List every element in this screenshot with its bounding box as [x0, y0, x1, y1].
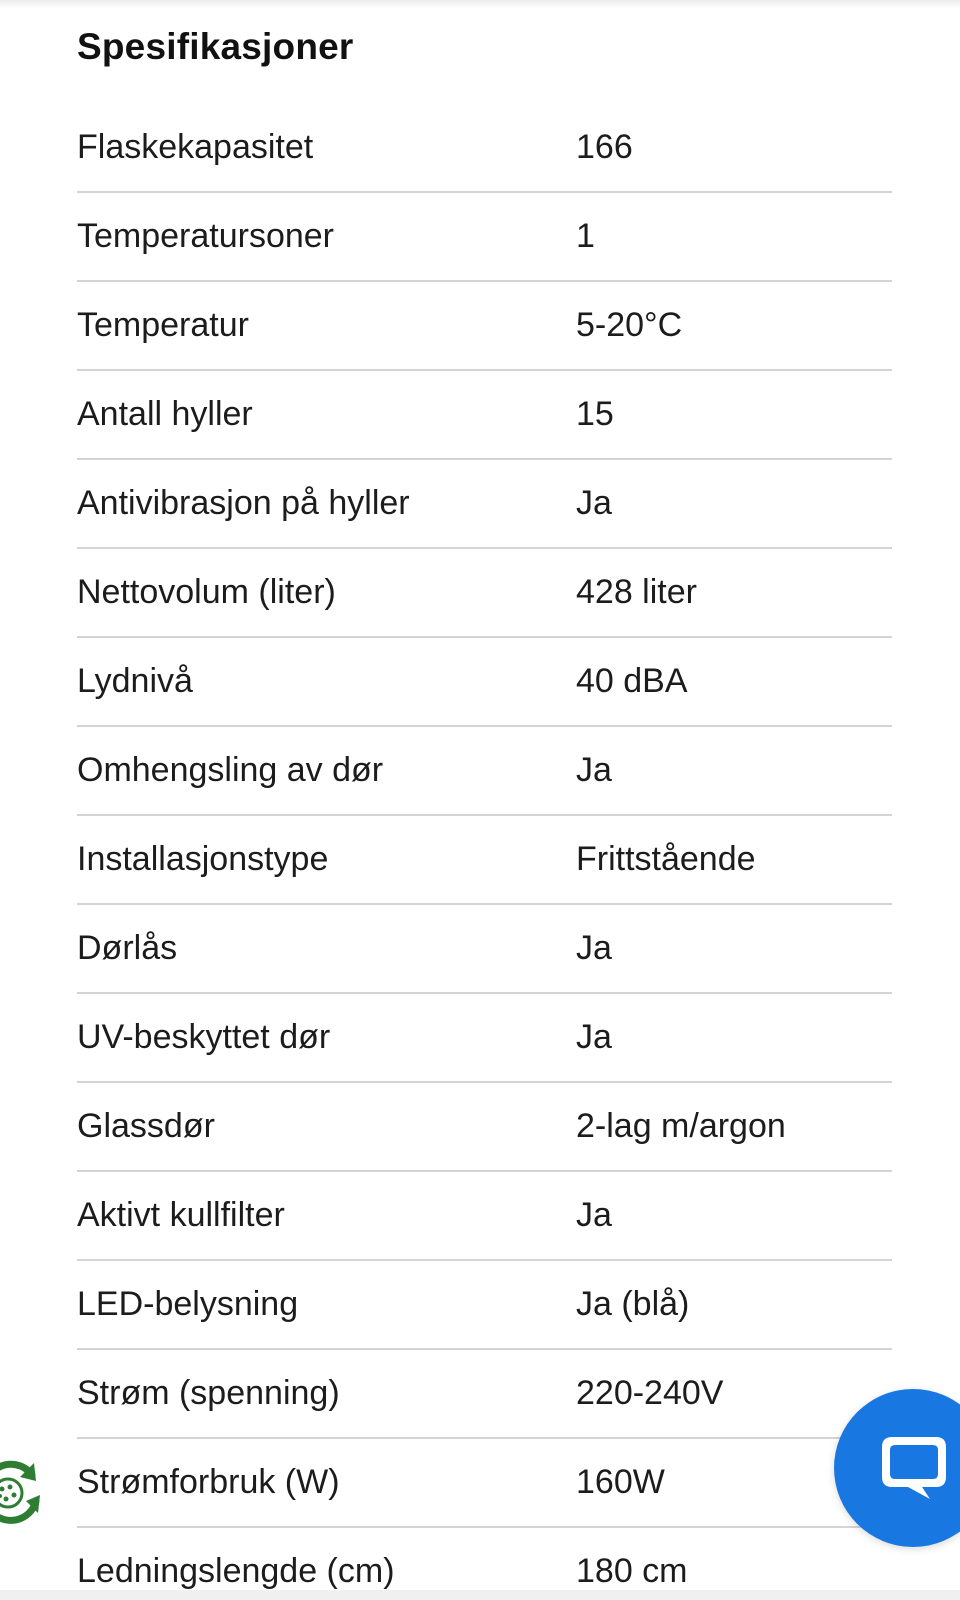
spec-row — [77, 281, 892, 370]
spec-label: Omhengsling av dør — [77, 726, 576, 815]
spec-row — [77, 548, 892, 637]
spec-row — [77, 1171, 892, 1260]
spec-row — [77, 993, 892, 1082]
specifications-heading: Spesifikasjoner — [77, 26, 354, 67]
spec-value: 40 dBA — [576, 637, 892, 726]
spec-label: Strømforbruk (W) — [77, 1438, 576, 1527]
top-shadow — [0, 0, 960, 8]
spec-value: 180 cm — [576, 1527, 892, 1600]
spec-value: Ja — [576, 904, 892, 993]
spec-label: Strøm (spenning) — [77, 1349, 576, 1438]
spec-value: 428 liter — [576, 548, 892, 637]
spec-row — [77, 1438, 892, 1527]
spec-label: Ledningslengde (cm) — [77, 1527, 576, 1600]
spec-value: 220-240V — [576, 1349, 892, 1438]
eco-badge[interactable] — [0, 1455, 48, 1531]
spec-value: Ja — [576, 726, 892, 815]
spec-label: Glassdør — [77, 1082, 576, 1171]
spec-row — [77, 1082, 892, 1171]
spec-row — [77, 904, 892, 993]
spec-label: Aktivt kullfilter — [77, 1171, 576, 1260]
spec-label: Dørlås — [77, 904, 576, 993]
spec-row — [77, 1349, 892, 1438]
recycle-arrows-icon — [0, 1455, 48, 1531]
spec-label: UV-beskyttet dør — [77, 993, 576, 1082]
chat-bubble-icon — [878, 1433, 950, 1503]
spec-row — [77, 726, 892, 815]
spec-value: Ja (blå) — [576, 1260, 892, 1349]
spec-label: Temperatursoner — [77, 192, 576, 281]
spec-row — [77, 815, 892, 904]
spec-label: Installasjonstype — [77, 815, 576, 904]
spec-row — [77, 104, 892, 192]
spec-row — [77, 1260, 892, 1349]
spec-label: Antall hyller — [77, 370, 576, 459]
bottom-strip — [0, 1590, 960, 1600]
spec-value: 1 — [576, 192, 892, 281]
spec-label: LED-belysning — [77, 1260, 576, 1349]
spec-value: 2-lag m/argon — [576, 1082, 892, 1171]
specifications-table — [77, 104, 892, 1600]
spec-label: Lydnivå — [77, 637, 576, 726]
spec-value: 5-20°C — [576, 281, 892, 370]
spec-label: Antivibrasjon på hyller — [77, 459, 576, 548]
spec-value: 15 — [576, 370, 892, 459]
spec-row — [77, 370, 892, 459]
spec-value: Ja — [576, 993, 892, 1082]
spec-label: Nettovolum (liter) — [77, 548, 576, 637]
spec-value: 160W — [576, 1438, 892, 1527]
spec-label: Flaskekapasitet — [77, 128, 314, 166]
spec-row — [77, 637, 892, 726]
spec-value: Ja — [576, 1171, 892, 1260]
spec-label: Temperatur — [77, 281, 576, 370]
spec-value: 166 — [576, 128, 633, 166]
spec-value: Ja — [576, 459, 892, 548]
spec-row — [77, 192, 892, 281]
spec-row — [77, 459, 892, 548]
spec-value: Frittstående — [576, 815, 892, 904]
